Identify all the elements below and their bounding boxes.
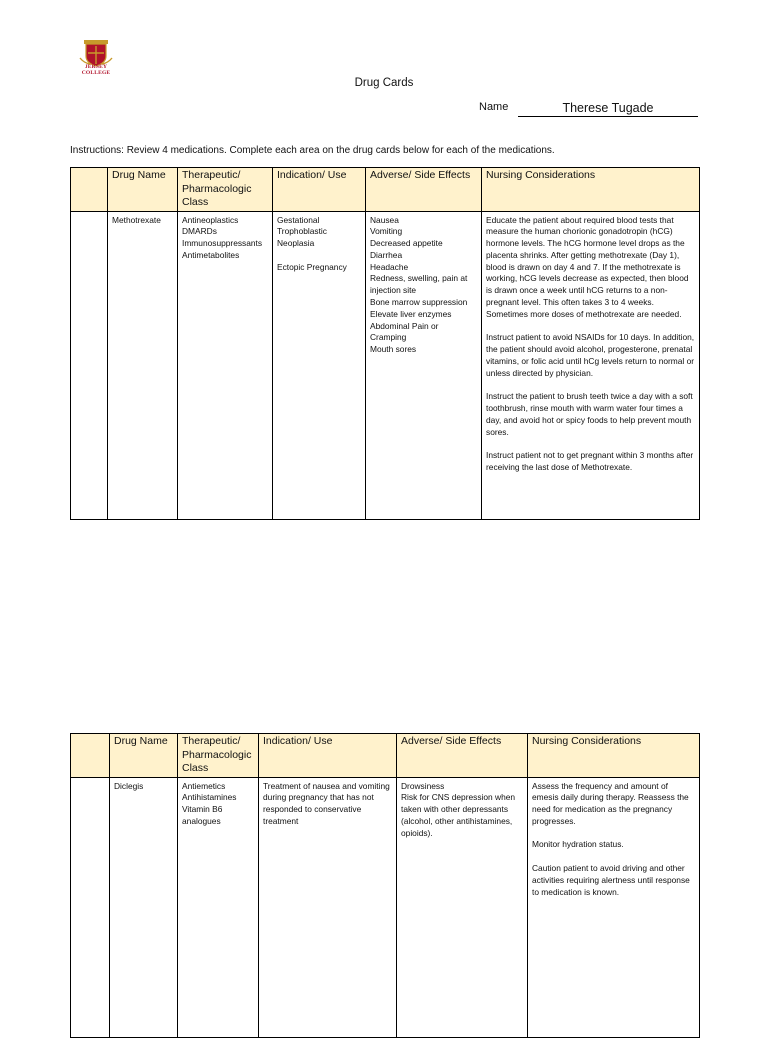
indication-item: Trophoblastic (277, 226, 327, 237)
adverse-item: Redness, swelling, pain at injection site (370, 273, 468, 296)
name-label: Name (479, 101, 509, 113)
indication-header: Indication/ Use (259, 734, 397, 778)
index-header (71, 734, 110, 778)
adverse-effects-cell (397, 777, 528, 1037)
class-item: Antihistamines (182, 792, 237, 803)
adverse-item: Nausea (370, 214, 399, 225)
adverse-effects-header: Adverse/ Side Effects (366, 168, 482, 212)
adverse-item: Elevate liver enzymes (370, 308, 452, 319)
nursing-considerations-cell (528, 777, 700, 1037)
nursing-paragraph: Monitor hydration status. (532, 839, 624, 850)
index-header (71, 168, 108, 212)
adverse-item: Vomiting (370, 226, 403, 237)
drug-card-table (70, 733, 700, 1038)
table-header-row (71, 734, 700, 778)
indication-item: Gestational (277, 214, 320, 225)
adverse-item: Diarrhea (370, 249, 403, 260)
nursing-considerations-header: Nursing Considerations (528, 734, 700, 778)
indication-item: Neoplasia (277, 238, 315, 249)
therapeutic-class-header: Therapeutic/ Pharmacologic Class (178, 168, 273, 212)
indication-item (277, 250, 361, 262)
indication-item: Treatment of nausea and vomiting during pregnancy that has not responded to conservative treatment (263, 780, 390, 826)
class-item: Antineoplastics (182, 214, 239, 225)
college-name-text: JERSEY COLLEGE (81, 64, 111, 76)
adverse-item: Bone marrow suppression (370, 297, 468, 308)
adverse-item: Abdominal Pain or Cramping (370, 320, 439, 343)
document-title: Drug Cards (354, 77, 414, 89)
instructions-text: Instructions: Review 4 medications. Complete each area on the drug cards below for each of the medications. (70, 145, 555, 156)
nursing-paragraph: Educate the patient about required blood tests that measure the human chorionic gonadotropin (hCG) hormone levels. The hCG hormone level drops as the placenta shrinks. After getting methotrexate (Day 1), blood is drawn on day 4 and 7. If the methotrexate is working, hCG levels decrease as expected, then blood is drawn once a week until hCG returns to a non-pregnant level. This often takes 3 to 4 weeks. Sometimes more doses of methotrexate are needed. (486, 214, 689, 319)
therapeutic-class-cell (178, 777, 259, 1037)
therapeutic-class-header: Therapeutic/ Pharmacologic Class (178, 734, 259, 778)
index-cell (71, 211, 108, 519)
indication-header: Indication/ Use (273, 168, 366, 212)
table-row (71, 211, 700, 519)
drug-name-header: Drug Name (110, 734, 178, 778)
class-item: Vitamin B6 analogues (182, 804, 223, 826)
class-item: Antimetabolites (182, 249, 240, 260)
drug-name-cell: Diclegis (110, 777, 178, 1037)
indication-cell (259, 777, 397, 1037)
name-field: Therese Tugade (518, 101, 698, 117)
nursing-paragraph: Instruct the patient to brush teeth twice a day with a soft toothbrush, rinse mouth with warm water four times a day, and avoid hot or spicy foods to help prevent mouth sores. (486, 391, 693, 437)
adverse-effects-cell (366, 211, 482, 519)
class-item: Immunosuppressants (182, 238, 263, 249)
indication-item: Ectopic Pregnancy (277, 261, 347, 272)
class-item: Antiemetics (182, 780, 226, 791)
index-cell (71, 777, 110, 1037)
nursing-paragraph: Assess the frequency and amount of emesis daily during therapy. Reassess the need for medication as the pregnancy progresses. (532, 780, 689, 826)
nursing-considerations-cell (482, 211, 700, 519)
adverse-item: Headache (370, 261, 409, 272)
drug-name-header: Drug Name (108, 168, 178, 212)
therapeutic-class-cell (178, 211, 273, 519)
nursing-paragraph: Instruct patient not to get pregnant within 3 months after receiving the last dose of Methotrexate. (486, 450, 694, 473)
indication-cell (273, 211, 366, 519)
adverse-item: Mouth sores (370, 344, 417, 355)
nursing-paragraph: Caution patient to avoid driving and other activities requiring alertness until response to medication is known. (532, 863, 690, 897)
nursing-considerations-header: Nursing Considerations (482, 168, 700, 212)
class-item: DMARDs (182, 226, 217, 237)
table-header-row (71, 168, 700, 212)
drug-name-cell: Methotrexate (108, 211, 178, 519)
table-row (71, 777, 700, 1037)
adverse-item: Drowsiness (401, 780, 445, 791)
drug-card-table (70, 167, 700, 520)
adverse-item: Decreased appetite (370, 238, 443, 249)
adverse-effects-header: Adverse/ Side Effects (397, 734, 528, 778)
nursing-paragraph: Instruct patient to avoid NSAIDs for 10 days. In addition, the patient should avoid alcohol, progesterone, prenatal vitamins, or folic acid until hCg levels return to normal or unless directed by physician. (486, 332, 695, 378)
adverse-item: Risk for CNS depression when taken with other depressants (alcohol, other antihistamines, opioids). (401, 792, 516, 838)
